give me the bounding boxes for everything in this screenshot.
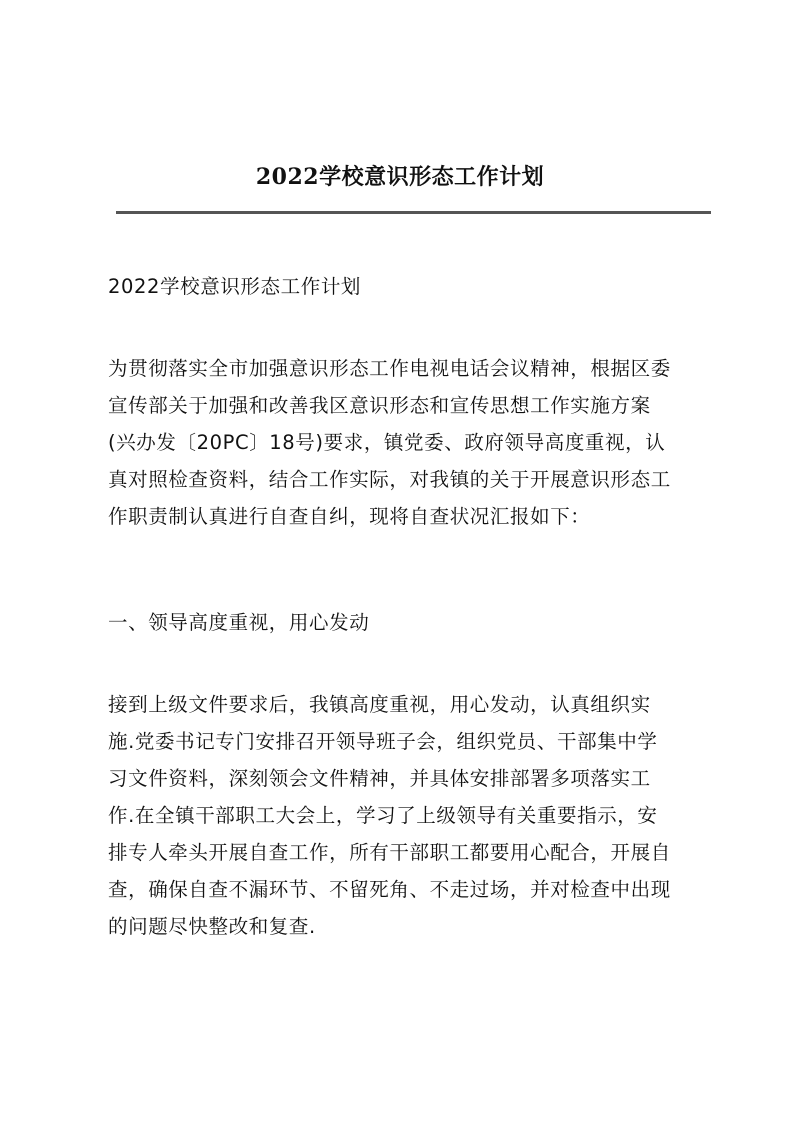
paragraph-line: 真对照检查资料，结合工作实际，对我镇的关于开展意识形态工 <box>108 468 671 491</box>
section-paragraph <box>108 686 708 945</box>
section-heading <box>108 604 708 641</box>
paragraph-line: 宣传部关于加强和改善我区意识形态和宣传思想工作实施方案 <box>108 394 651 417</box>
paragraph-line: 接到上级文件要求后，我镇高度重视，用心发动，认真组织实 <box>108 693 651 716</box>
subtitle-text: 2022学校意识形态工作计划 <box>108 275 362 298</box>
paragraph-line: 习文件资料，深刻领会文件精神，并具体安排部署多项落实工 <box>108 767 651 790</box>
paragraph-line: 施.党委书记专门安排召开领导班子会，组织党员、干部集中学 <box>108 730 658 753</box>
paragraph-line: 排专人牵头开展自查工作，所有干部职工都要用心配合，开展自 <box>108 841 671 864</box>
paragraph-line: 作.在全镇干部职工大会上，学习了上级领导有关重要指示，安 <box>108 804 658 827</box>
paragraph-line: 查，确保自查不漏环节、不留死角、不走过场，并对检查中出现 <box>108 878 671 901</box>
page-title: 2022学校意识形态工作计划 <box>255 164 545 190</box>
paragraph-line: 为贯彻落实全市加强意识形态工作电视电话会议精神，根据区委 <box>108 357 671 380</box>
paragraph-line: 的问题尽快整改和复查. <box>108 915 316 938</box>
paragraph-line: 作职责制认真进行自查自纠，现将自查状况汇报如下： <box>108 505 591 528</box>
paragraph-line: (兴办发〔20PC〕18号)要求，镇党委、政府领导高度重视，认 <box>108 431 666 454</box>
intro-paragraph <box>108 350 708 535</box>
subtitle <box>108 268 708 305</box>
section-heading-text: 一、领导高度重视，用心发动 <box>108 611 370 634</box>
title-divider <box>116 211 711 214</box>
